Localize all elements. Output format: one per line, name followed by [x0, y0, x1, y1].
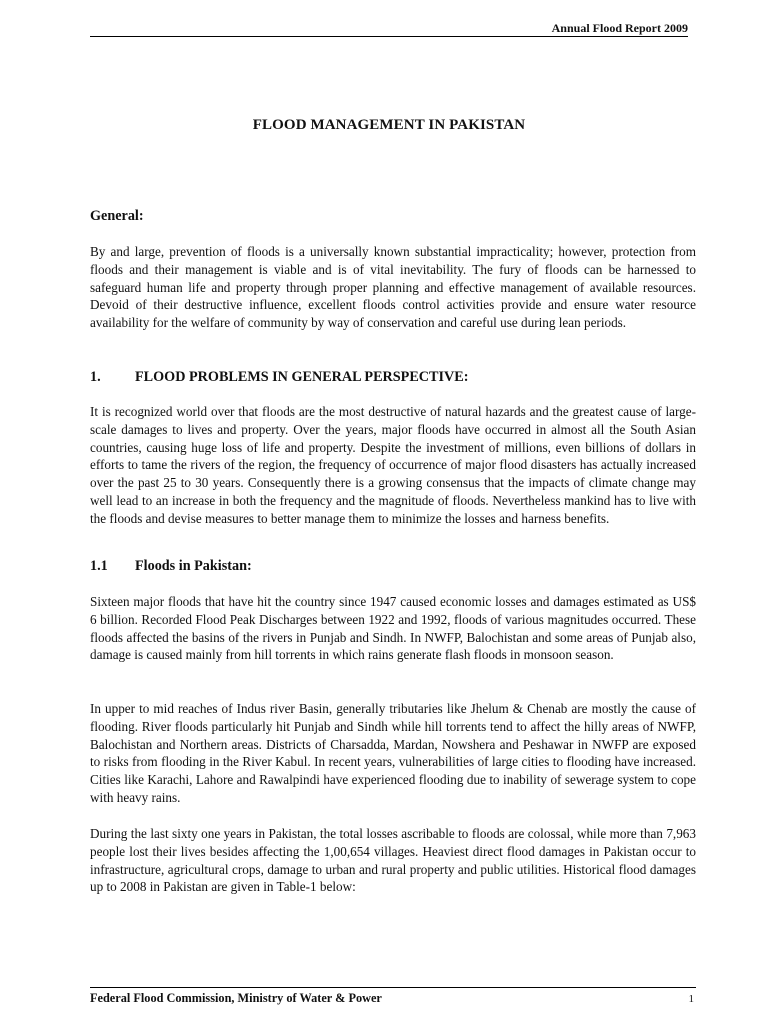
section-1-1-heading	[90, 557, 252, 575]
floods-paragraph-1: Sixteen major floods that have hit the country since 1947 caused economic losses and damages estimated as US$ 6 billion. Recorded Flood Peak Discharges between 1922 and 1992, floods of various magnitudes occurred. These floods affected the basins of the rivers in Punjab and Sindh. In NWFP, Balochistan and some areas of Punjab also, damage is caused mainly from hill torrents in which rains generate flash floods in monsoon season.	[90, 594, 696, 663]
running-header: Annual Flood Report 2009	[551, 21, 688, 35]
section-title: FLOOD PROBLEMS IN GENERAL PERSPECTIVE:	[135, 369, 469, 385]
general-paragraph: By and large, prevention of floods is a universally known substantial impracticality; however, protection from floods and their management is viable and is of vital inevitability. The fury of floods can be harnessed to safeguard human life and property through proper planning and effective management of available resources. Devoid of their destructive influence, excellent floods control activities provide and ensure water resource availability for the welfare of community by way of conservation and careful use during lean periods.	[90, 244, 696, 331]
header-rule	[90, 36, 688, 37]
general-heading: General:	[90, 208, 144, 224]
page-number: 1	[688, 993, 694, 1005]
section-number: 1.1	[90, 558, 108, 574]
floods-paragraph-2: In upper to mid reaches of Indus river Basin, generally tributaries like Jhelum & Chenab are mostly the cause of flooding. River floods particularly hit Punjab and Sindh while hill torrents tend to affect the hilly areas of NWFP, Balochistan and Northern areas. Districts of Charsadda, Mardan, Nowshera and Peshawar in NWFP are exposed to risks from flooding in the River Kabul. In recent years, vulnerabilities of large cities to flooding have increased. Cities like Karachi, Lahore and Rawalpindi have experienced flooding due to inability of sewerage system to cope with heavy rains.	[90, 701, 696, 805]
section-number: 1.	[90, 369, 101, 385]
section-1-paragraph: It is recognized world over that floods are the most destructive of natural hazards and the greatest cause of large-scale damages to lives and property. Over the years, major floods have occurred in almost all the South Asian countries, causing huge loss of life and property. Despite the investment of millions, even billions of dollars in efforts to tame the rivers of the region, the frequency of occurrence of major flood disasters has actually increased over the past 25 to 30 years. Consequently there is a growing consensus that the impacts of climate change may well lead to an increase in both the frequency and the magnitude of floods. Nevertheless mankind has to live with the floods and devise measures to better manage them to minimize the losses and harness benefits.	[90, 404, 696, 526]
section-title: Floods in Pakistan:	[135, 558, 252, 574]
section-1-heading	[90, 368, 469, 386]
floods-paragraph-3: During the last sixty one years in Pakistan, the total losses ascribable to floods are colossal, while more than 7,963 people lost their lives besides affecting the 1,00,654 villages. Heaviest direct flood damages in Pakistan occur to infrastructure, agricultural crops, damage to urban and rural property and public utilities. Historical flood damages up to 2008 in Pakistan are given in Table-1 below:	[90, 826, 696, 895]
footer-rule	[90, 987, 696, 988]
footer-organization: Federal Flood Commission, Ministry of Water & Power	[90, 991, 382, 1005]
document-title: FLOOD MANAGEMENT IN PAKISTAN	[252, 117, 526, 133]
